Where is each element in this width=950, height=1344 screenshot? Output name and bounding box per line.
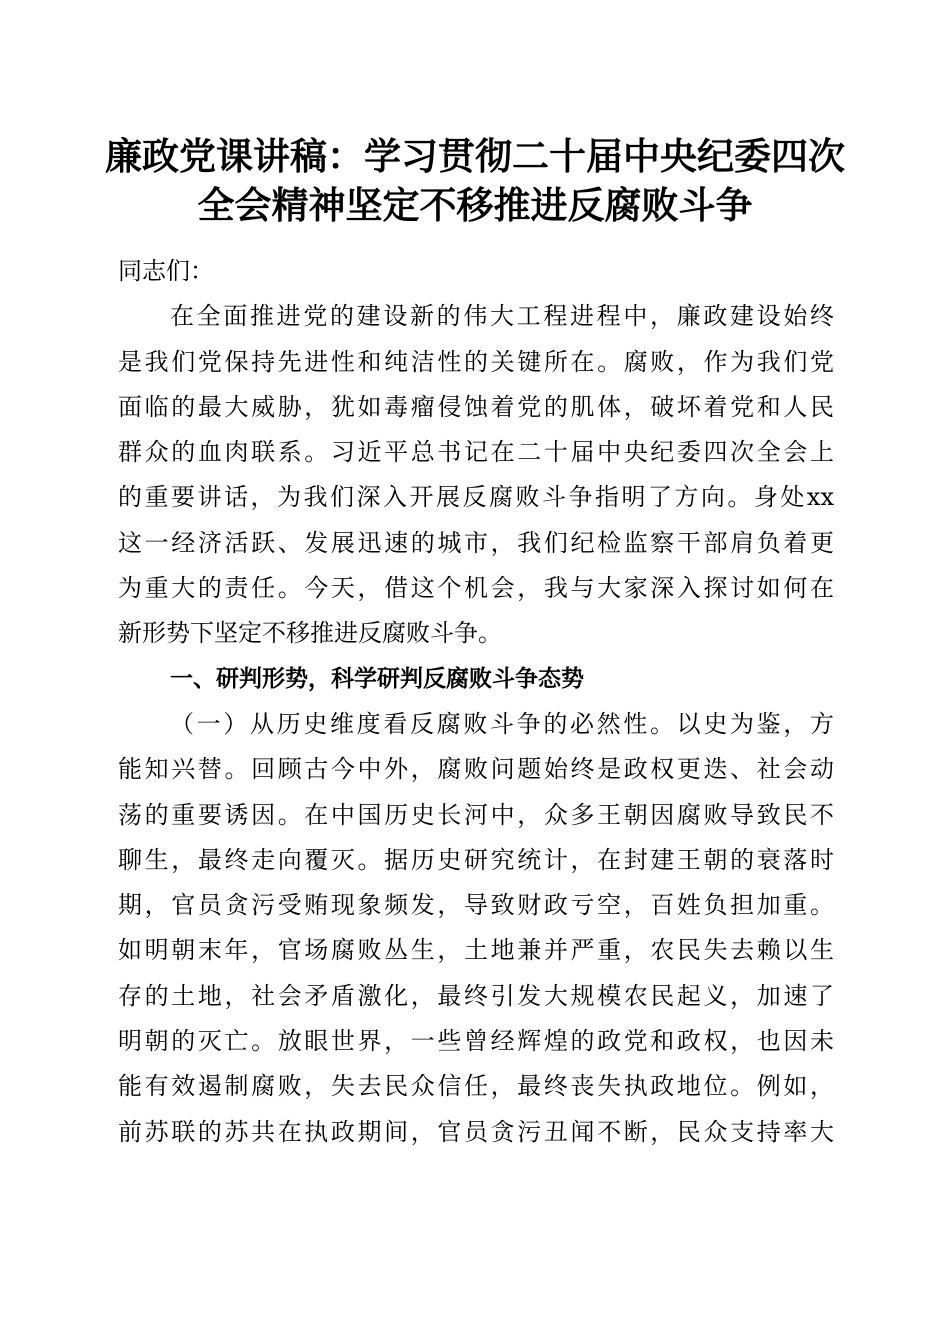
section-paragraph-line: 期，官员贪污受贿现象频发，导致财政亏空，百姓负担加重。 xyxy=(118,891,834,920)
intro-paragraph-line: 为重大的责任。今天，借这个机会，我与大家深入探讨如何在 xyxy=(118,574,834,603)
title-line-2: 全会精神坚定不移推进反腐败斗争 xyxy=(197,183,753,227)
intro-paragraph-line: 的重要讲话，为我们深入开展反腐败斗争指明了方向。身处xx xyxy=(118,483,834,512)
section-paragraph-line: （一）从历史维度看反腐败斗争的必然性。以史为鉴，方 xyxy=(170,709,834,738)
section-paragraph-line: 明朝的灭亡。放眼世界，一些曾经辉煌的政党和政权，也因未 xyxy=(118,1027,834,1056)
section-paragraph-line: 荡的重要诱因。在中国历史长河中，众多王朝因腐败导致民不 xyxy=(118,800,834,829)
intro-paragraph-line: 这一经济活跃、发展迅速的城市，我们纪检监察干部肩负着更 xyxy=(118,528,834,557)
intro-paragraph-line: 面临的最大威胁，犹如毒瘤侵蚀着党的肌体，破坏着党和人民 xyxy=(118,392,834,421)
section-paragraph-line: 聊生，最终走向覆灭。据历史研究统计，在封建王朝的衰落时 xyxy=(118,845,834,874)
document-body xyxy=(118,249,834,1155)
document-title xyxy=(100,132,850,230)
intro-paragraph-line: 群众的血肉联系。习近平总书记在二十届中央纪委四次全会上 xyxy=(118,438,834,467)
section-paragraph-line: 存的土地，社会矛盾激化，最终引发大规模农民起义，加速了 xyxy=(118,981,834,1010)
section-paragraph-line: 能有效遏制腐败，失去民众信任，最终丧失执政地位。例如， xyxy=(118,1072,834,1101)
section-paragraph-line: 能知兴替。回顾古今中外，腐败问题始终是政权更迭、社会动 xyxy=(118,755,834,784)
salutation: 同志们： xyxy=(118,257,214,285)
title-line-1: 廉政党课讲稿：学习贯彻二十届中央纪委四次 xyxy=(105,134,845,178)
section-heading: 一、研判形势，科学研判反腐败斗争态势 xyxy=(170,665,584,692)
intro-paragraph-line: 在全面推进党的建设新的伟大工程进程中，廉政建设始终 xyxy=(170,302,834,331)
intro-paragraph-line: 新形势下坚定不移推进反腐败斗争。 xyxy=(118,619,502,648)
section-paragraph-line: 前苏联的苏共在执政期间，官员贪污丑闻不断，民众支持率大 xyxy=(118,1117,834,1146)
intro-paragraph-line: 是我们党保持先进性和纯洁性的关键所在。腐败，作为我们党 xyxy=(118,347,834,376)
section-paragraph-line: 如明朝末年，官场腐败丛生，土地兼并严重，农民失去赖以生 xyxy=(118,936,834,965)
